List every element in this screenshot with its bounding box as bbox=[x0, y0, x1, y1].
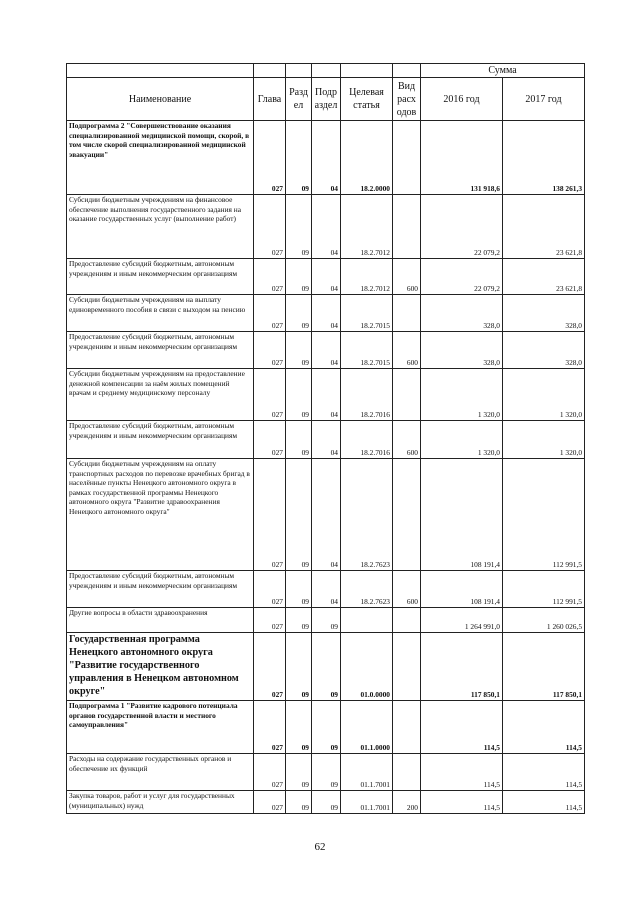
row-podrazdel: 04 bbox=[312, 571, 341, 608]
row-razdel: 09 bbox=[286, 295, 312, 332]
row-amount-2017: 117 850,1 bbox=[503, 633, 585, 701]
table-row bbox=[67, 791, 585, 814]
row-celevaya: 18.2.7016 bbox=[341, 369, 393, 421]
row-vid bbox=[393, 608, 421, 633]
row-razdel: 09 bbox=[286, 259, 312, 295]
row-podrazdel: 04 bbox=[312, 295, 341, 332]
row-razdel: 09 bbox=[286, 754, 312, 791]
row-glava: 027 bbox=[254, 195, 286, 259]
row-name: Субсидии бюджетным учреждениям на выплату единовременного пособия в связи с выходом на пенсию bbox=[67, 295, 254, 332]
row-glava: 027 bbox=[254, 633, 286, 701]
table-row bbox=[67, 421, 585, 459]
table-row bbox=[67, 459, 585, 571]
header-row-main bbox=[67, 78, 585, 121]
row-amount-2017: 1 320,0 bbox=[503, 369, 585, 421]
row-celevaya: 01.1.7001 bbox=[341, 754, 393, 791]
row-amount-2016: 1 320,0 bbox=[421, 421, 503, 459]
table-row bbox=[67, 571, 585, 608]
row-name: Предоставление субсидий бюджетным, автономным учреждениям и иным некоммерческим организациям bbox=[67, 571, 254, 608]
row-glava: 027 bbox=[254, 259, 286, 295]
table-row bbox=[67, 259, 585, 295]
row-celevaya: 18.2.7016 bbox=[341, 421, 393, 459]
row-amount-2016: 328,0 bbox=[421, 332, 503, 369]
row-glava: 027 bbox=[254, 121, 286, 195]
row-podrazdel: 04 bbox=[312, 369, 341, 421]
row-razdel: 09 bbox=[286, 701, 312, 754]
row-celevaya bbox=[341, 608, 393, 633]
row-podrazdel: 04 bbox=[312, 259, 341, 295]
row-amount-2017: 112 991,5 bbox=[503, 571, 585, 608]
table-body bbox=[67, 121, 585, 814]
row-glava: 027 bbox=[254, 421, 286, 459]
header-name: Наименование bbox=[67, 78, 254, 121]
table-row bbox=[67, 295, 585, 332]
row-name: Подпрограмма 2 "Совершенствование оказания специализированной медицинской помощи, скорой, в том числе скорой специализированной медицинской эвакуации" bbox=[67, 121, 254, 195]
row-celevaya: 01.0.0000 bbox=[341, 633, 393, 701]
row-celevaya: 18.2.7623 bbox=[341, 459, 393, 571]
row-name: Расходы на содержание государственных органов и обеспечение их функций bbox=[67, 754, 254, 791]
row-glava: 027 bbox=[254, 369, 286, 421]
row-celevaya: 18.2.7012 bbox=[341, 259, 393, 295]
row-razdel: 09 bbox=[286, 121, 312, 195]
row-vid bbox=[393, 633, 421, 701]
row-amount-2017: 138 261,3 bbox=[503, 121, 585, 195]
header-razdel: Разд ел bbox=[286, 78, 312, 121]
row-amount-2017: 114,5 bbox=[503, 791, 585, 814]
row-podrazdel: 09 bbox=[312, 633, 341, 701]
row-amount-2017: 114,5 bbox=[503, 754, 585, 791]
row-amount-2017: 23 621,8 bbox=[503, 259, 585, 295]
row-amount-2017: 112 991,5 bbox=[503, 459, 585, 571]
row-vid: 600 bbox=[393, 421, 421, 459]
row-amount-2016: 1 264 991,0 bbox=[421, 608, 503, 633]
row-glava: 027 bbox=[254, 701, 286, 754]
row-celevaya: 18.2.0000 bbox=[341, 121, 393, 195]
row-glava: 027 bbox=[254, 459, 286, 571]
row-amount-2017: 114,5 bbox=[503, 701, 585, 754]
header-year-2017: 2017 год bbox=[503, 78, 585, 121]
row-amount-2016: 1 320,0 bbox=[421, 369, 503, 421]
row-vid: 600 bbox=[393, 259, 421, 295]
row-amount-2017: 1 320,0 bbox=[503, 421, 585, 459]
row-vid bbox=[393, 459, 421, 571]
header-podrazdel: Подр аздел bbox=[312, 78, 341, 121]
row-amount-2016: 114,5 bbox=[421, 701, 503, 754]
row-celevaya: 18.2.7012 bbox=[341, 195, 393, 259]
row-amount-2016: 22 079,2 bbox=[421, 195, 503, 259]
row-vid bbox=[393, 701, 421, 754]
row-name: Субсидии бюджетным учреждениям на оплату транспортных расходов по перевозке врачебных бригад в населённые пункты Ненецкого автономного округа в рамках государственной программы Ненецкого автономного округа "Развитие здравоохранения Ненецкого автономного округа" bbox=[67, 459, 254, 571]
header-blank-vid bbox=[393, 64, 421, 78]
row-razdel: 09 bbox=[286, 608, 312, 633]
row-razdel: 09 bbox=[286, 633, 312, 701]
table-row bbox=[67, 633, 585, 701]
table-row bbox=[67, 195, 585, 259]
row-glava: 027 bbox=[254, 332, 286, 369]
row-vid: 600 bbox=[393, 571, 421, 608]
row-amount-2017: 328,0 bbox=[503, 332, 585, 369]
row-amount-2016: 114,5 bbox=[421, 754, 503, 791]
row-name: Субсидии бюджетным учреждениям на предоставление денежной компенсации за наём жилых помещений врачам и среднему медицинскому персоналу bbox=[67, 369, 254, 421]
header-glava: Глава bbox=[254, 78, 286, 121]
table-row bbox=[67, 608, 585, 633]
row-amount-2016: 328,0 bbox=[421, 295, 503, 332]
row-celevaya: 01.1.0000 bbox=[341, 701, 393, 754]
row-amount-2017: 23 621,8 bbox=[503, 195, 585, 259]
row-vid: 600 bbox=[393, 332, 421, 369]
row-glava: 027 bbox=[254, 754, 286, 791]
row-name: Государственная программа Ненецкого автономного округа "Развитие государственного управления в Ненецком автономном округе" bbox=[67, 633, 254, 701]
table-row bbox=[67, 332, 585, 369]
header-vid: Вид расх одов bbox=[393, 78, 421, 121]
row-amount-2016: 131 918,6 bbox=[421, 121, 503, 195]
table-row bbox=[67, 369, 585, 421]
row-vid bbox=[393, 195, 421, 259]
header-year-2016: 2016 год bbox=[421, 78, 503, 121]
row-podrazdel: 09 bbox=[312, 791, 341, 814]
row-name: Подпрограмма 1 "Развитие кадрового потенциала органов государственной власти и местного самоуправления" bbox=[67, 701, 254, 754]
row-amount-2017: 328,0 bbox=[503, 295, 585, 332]
header-blank-celevaya bbox=[341, 64, 393, 78]
row-amount-2016: 108 191,4 bbox=[421, 571, 503, 608]
row-vid bbox=[393, 754, 421, 791]
row-razdel: 09 bbox=[286, 571, 312, 608]
row-razdel: 09 bbox=[286, 791, 312, 814]
row-celevaya: 18.2.7015 bbox=[341, 295, 393, 332]
row-name: Субсидии бюджетным учреждениям на финансовое обеспечение выполнения государственного задания на оказание государственных услуг (выполнение работ) bbox=[67, 195, 254, 259]
row-podrazdel: 09 bbox=[312, 754, 341, 791]
row-podrazdel: 04 bbox=[312, 195, 341, 259]
header-blank-glava bbox=[254, 64, 286, 78]
table-row bbox=[67, 754, 585, 791]
row-razdel: 09 bbox=[286, 195, 312, 259]
row-glava: 027 bbox=[254, 791, 286, 814]
header-summa: Сумма bbox=[421, 64, 585, 78]
header-blank-razdel bbox=[286, 64, 312, 78]
row-amount-2017: 1 260 026,5 bbox=[503, 608, 585, 633]
row-celevaya: 18.2.7623 bbox=[341, 571, 393, 608]
row-podrazdel: 04 bbox=[312, 121, 341, 195]
page-number: 62 bbox=[314, 841, 326, 853]
row-vid: 200 bbox=[393, 791, 421, 814]
row-podrazdel: 09 bbox=[312, 608, 341, 633]
row-amount-2016: 108 191,4 bbox=[421, 459, 503, 571]
row-glava: 027 bbox=[254, 608, 286, 633]
row-vid bbox=[393, 121, 421, 195]
row-name: Закупка товаров, работ и услуг для государственных (муниципальных) нужд bbox=[67, 791, 254, 814]
table-row bbox=[67, 701, 585, 754]
row-celevaya: 01.1.7001 bbox=[341, 791, 393, 814]
row-amount-2016: 117 850,1 bbox=[421, 633, 503, 701]
row-name: Предоставление субсидий бюджетным, автономным учреждениям и иным некоммерческим организациям bbox=[67, 421, 254, 459]
row-razdel: 09 bbox=[286, 459, 312, 571]
row-podrazdel: 04 bbox=[312, 332, 341, 369]
row-name: Предоставление субсидий бюджетным, автономным учреждениям и иным некоммерческим организациям bbox=[67, 259, 254, 295]
row-podrazdel: 04 bbox=[312, 459, 341, 571]
table-row bbox=[67, 121, 585, 195]
row-podrazdel: 04 bbox=[312, 421, 341, 459]
row-podrazdel: 09 bbox=[312, 701, 341, 754]
row-glava: 027 bbox=[254, 295, 286, 332]
row-vid bbox=[393, 295, 421, 332]
header-row-top bbox=[67, 64, 585, 78]
row-razdel: 09 bbox=[286, 332, 312, 369]
header-celevaya: Целевая статья bbox=[341, 78, 393, 121]
header-blank-podrazdel bbox=[312, 64, 341, 78]
row-razdel: 09 bbox=[286, 421, 312, 459]
row-vid bbox=[393, 369, 421, 421]
row-name: Предоставление субсидий бюджетным, автономным учреждениям и иным некоммерческим организациям bbox=[67, 332, 254, 369]
row-celevaya: 18.2.7015 bbox=[341, 332, 393, 369]
row-amount-2016: 22 079,2 bbox=[421, 259, 503, 295]
row-name: Другие вопросы в области здравоохранения bbox=[67, 608, 254, 633]
row-amount-2016: 114,5 bbox=[421, 791, 503, 814]
row-razdel: 09 bbox=[286, 369, 312, 421]
row-glava: 027 bbox=[254, 571, 286, 608]
budget-table bbox=[66, 63, 585, 814]
header-blank-name bbox=[67, 64, 254, 78]
